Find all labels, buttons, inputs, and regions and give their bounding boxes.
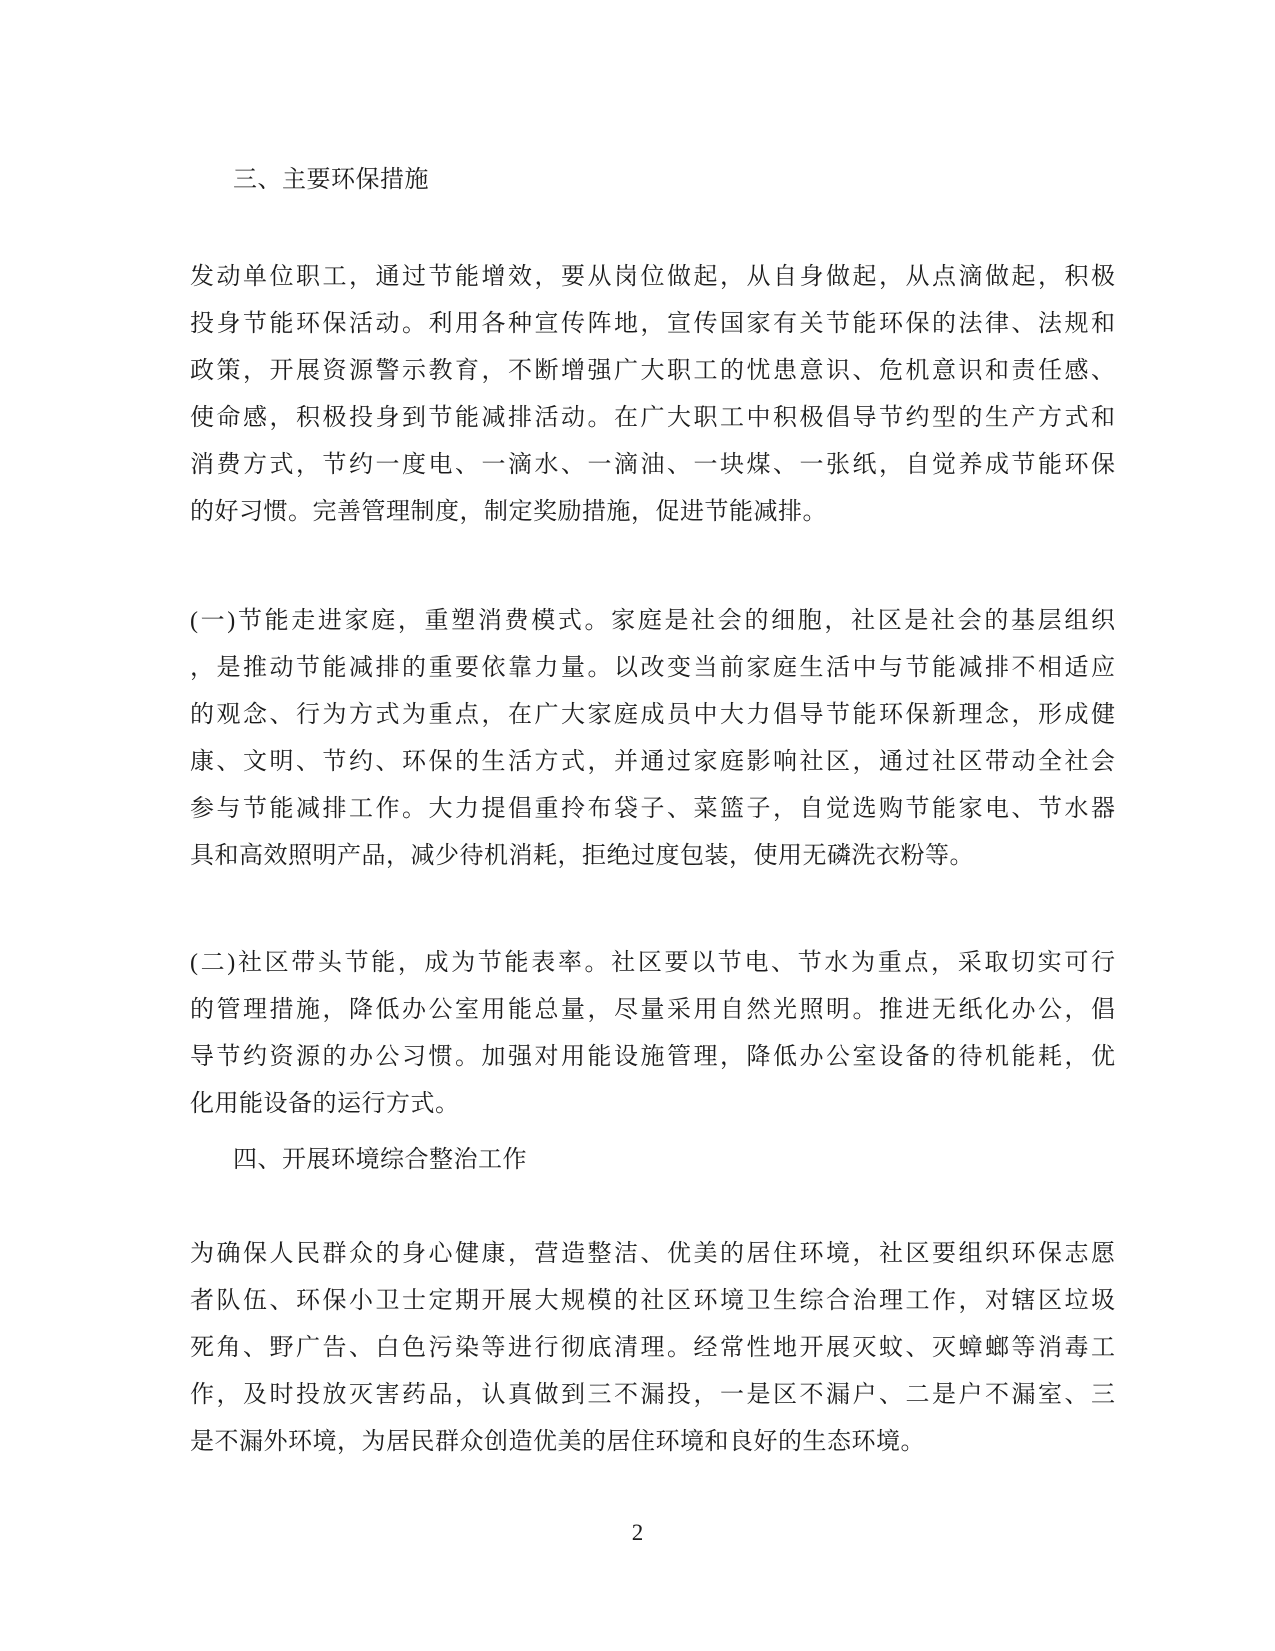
paragraph-community-leadership	[190, 940, 1115, 1128]
text-line: 是不漏外环境，为居民群众创造优美的居住环境和良好的生态环境。	[190, 1429, 925, 1455]
text-line: 具和高效照明产品，减少待机消耗，拒绝过度包装，使用无磷洗衣粉等。	[190, 843, 974, 869]
paragraph-energy-saving-families	[190, 598, 1115, 880]
section-heading-three	[190, 157, 1115, 204]
text-line: 化用能设备的运行方式。	[190, 1091, 460, 1117]
text-line: 的管理措施，降低办公室用能总量，尽量采用自然光照明。推进无纸化办公，倡	[190, 997, 1115, 1023]
text-line: (一)节能走进家庭，重塑消费模式。家庭是社会的细胞，社区是社会的基层组织	[190, 608, 1115, 634]
paragraph-staff-mobilization	[190, 254, 1115, 536]
text-line: 消费方式，节约一度电、一滴水、一滴油、一块煤、一张纸，自觉养成节能环保	[190, 452, 1115, 478]
text-line: 使命感，积极投身到节能减排活动。在广大职工中积极倡导节约型的生产方式和	[190, 405, 1115, 431]
text-line: ，是推动节能减排的重要依靠力量。以改变当前家庭生活中与节能减排不相适应	[190, 655, 1115, 681]
page-number: 2	[631, 1520, 644, 1545]
heading-text: 三、主要环保措施	[233, 167, 429, 193]
text-line: 的好习惯。完善管理制度，制定奖励措施，促进节能减排。	[190, 499, 827, 525]
text-line: 作，及时投放灭害药品，认真做到三不漏投，一是区不漏户、二是户不漏室、三	[190, 1382, 1115, 1408]
text-line: 政策，开展资源警示教育，不断增强广大职工的忧患意识、危机意识和责任感、	[190, 358, 1115, 384]
text-line: 导节约资源的办公习惯。加强对用能设施管理，降低办公室设备的待机能耗，优	[190, 1044, 1115, 1070]
text-line: (二)社区带头节能，成为节能表率。社区要以节电、节水为重点，采取切实可行	[190, 950, 1115, 976]
text-line: 投身节能环保活动。利用各种宣传阵地，宣传国家有关节能环保的法律、法规和	[190, 311, 1115, 337]
text-line: 参与节能减排工作。大力提倡重拎布袋子、菜篮子，自觉选购节能家电、节水器	[190, 796, 1115, 822]
paragraph-environment-cleanup	[190, 1231, 1115, 1466]
heading-text: 四、开展环境综合整治工作	[233, 1147, 527, 1173]
text-line: 发动单位职工，通过节能增效，要从岗位做起，从自身做起，从点滴做起，积极	[190, 264, 1115, 290]
text-line: 为确保人民群众的身心健康，营造整洁、优美的居住环境，社区要组织环保志愿	[190, 1241, 1115, 1267]
text-line: 康、文明、节约、环保的生活方式，并通过家庭影响社区，通过社区带动全社会	[190, 749, 1115, 775]
text-line: 者队伍、环保小卫士定期开展大规模的社区环境卫生综合治理工作，对辖区垃圾	[190, 1288, 1115, 1314]
text-line: 死角、野广告、白色污染等进行彻底清理。经常性地开展灭蚊、灭蟑螂等消毒工	[190, 1335, 1115, 1361]
section-heading-four	[190, 1137, 1115, 1184]
text-line: 的观念、行为方式为重点，在广大家庭成员中大力倡导节能环保新理念，形成健	[190, 702, 1115, 728]
